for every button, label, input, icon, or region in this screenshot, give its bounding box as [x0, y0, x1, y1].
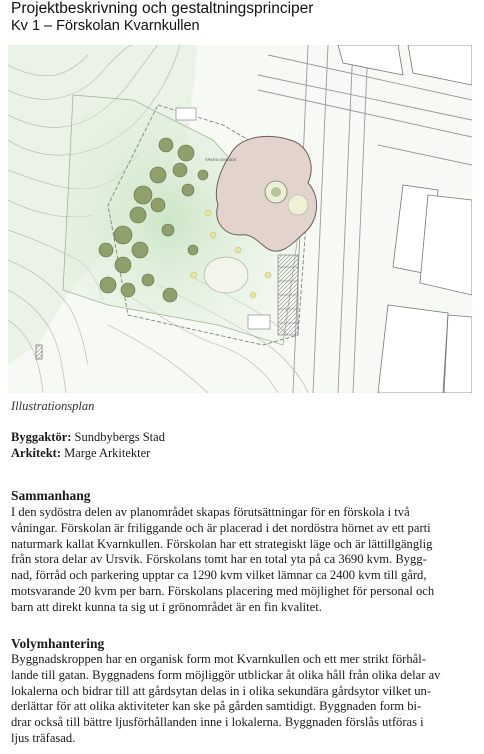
developer-name: Sundbybergs Stad	[74, 430, 165, 444]
section-heading-volume: Volymhantering	[11, 636, 105, 651]
paragraph-line: Byggnadskroppen har en organisk form mot Kvarnkullen och ett mer strikt förhål-	[11, 652, 426, 666]
paragraph-line: nad, förråd och parkering upptar ca 1290 kvm vilket lämnar ca 2400 kvm till gård,	[11, 568, 427, 583]
paragraph-line: naturmark kallat Kvarnkullen. Förskolan har ett strategiskt läge och är lättillgänglig	[11, 536, 433, 551]
architect-label: Arkitekt:	[11, 446, 61, 460]
yard-area	[204, 257, 248, 293]
credits	[11, 429, 165, 461]
yard-spot	[288, 195, 308, 215]
architect-line	[11, 445, 165, 461]
page-title: Projektbeskrivning och gestaltningsprinciper	[11, 0, 314, 17]
paragraph-line: derlättar för att olika aktiviteter kan ske på gården samtidigt. Byggnaden form bi-	[11, 699, 422, 714]
site-plan-drawing	[8, 45, 472, 393]
shed	[176, 108, 196, 120]
paragraph-line: barn att direkt kunna ta sig ut i grönområdet är en fin kvalitet.	[11, 599, 322, 614]
paragraph-line: drar också till bättre ljusförhållanden inne i lokalerna. Byggnaden förslås utföras i	[11, 715, 424, 730]
paragraph-line: I den sydöstra delen av planområdet skapas förutsättningar för en förskola i två	[11, 505, 410, 519]
section-heading-context: Sammanhang	[11, 488, 91, 503]
developer-line	[11, 429, 165, 445]
storage	[248, 315, 270, 329]
paragraph-line: lande till gatan. Byggnadens form möjliggör utblickar åt olika håll från olika delar av	[11, 667, 441, 682]
architect-name: Marge Arkitekter	[64, 446, 151, 460]
parking-area	[278, 255, 298, 335]
paragraph-line: motsvarande 20 kvm per barn. Förskolans placering med möjlighet för personal och	[11, 583, 435, 598]
courtyard-tree-center	[271, 187, 281, 197]
paragraph-line: lokalerna och bidrar till att gårdsytan delas in i olika sekundära gårdsytor vilket un-	[11, 683, 432, 698]
section-body-context	[11, 505, 477, 616]
section-body-volume	[11, 652, 477, 747]
figure-caption: Illustrationsplan	[11, 399, 95, 413]
developer-label: Byggaktör:	[11, 430, 72, 444]
paragraph-line: från stora delar av Ursvik. Förskolans tomt har en total yta på ca 3690 kvm. Bygg-	[11, 552, 427, 567]
illustration-plan-image	[8, 45, 472, 393]
map-label: SPARA OMRÅDE	[205, 157, 237, 162]
paragraph-line: ljus träfasad.	[11, 730, 76, 745]
page-subtitle: Kv 1 – Förskolan Kvarnkullen	[11, 18, 200, 34]
small-structure	[36, 345, 42, 359]
paragraph-line: våningar. Förskolan är friliggande och är placerad i det nordöstra hörnet av ett parti	[11, 520, 431, 535]
